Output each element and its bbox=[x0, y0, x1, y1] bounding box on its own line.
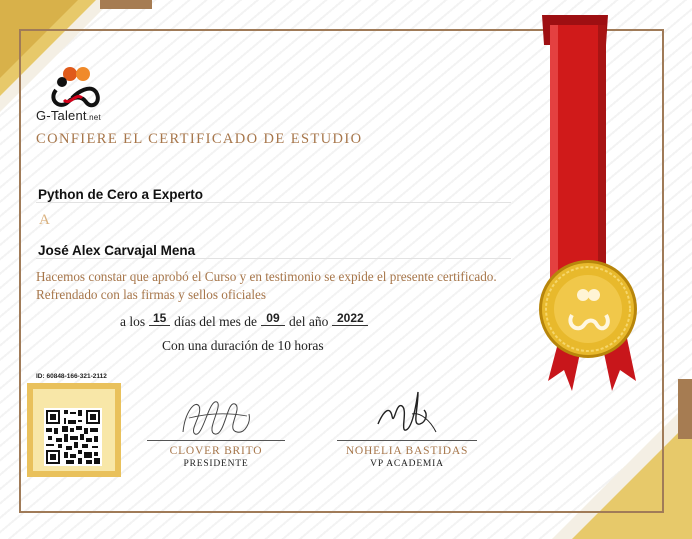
signature-scribble-1 bbox=[175, 392, 255, 442]
date-year: 2022 bbox=[332, 311, 368, 326]
date-prefix: a los bbox=[120, 314, 146, 329]
signature-block-president bbox=[147, 440, 285, 469]
date-year-text: del año bbox=[288, 314, 329, 329]
signer-name: NOHELIA BASTIDAS bbox=[345, 445, 469, 457]
signer-name: CLOVER BRITO bbox=[169, 445, 263, 457]
award-ribbon-medal-icon bbox=[536, 15, 646, 400]
date-line bbox=[120, 311, 372, 330]
divider bbox=[36, 202, 511, 203]
date-day: 15 bbox=[149, 311, 170, 326]
signature-scribble-2 bbox=[372, 380, 442, 442]
signer-role: VP ACADEMIA bbox=[370, 459, 444, 469]
course-duration: Con una duración de 10 horas bbox=[162, 338, 324, 353]
date-month: 09 bbox=[261, 311, 285, 326]
certificate-heading: CONFIERE EL CERTIFICADO DE ESTUDIO bbox=[36, 131, 363, 147]
connector-text: A bbox=[39, 212, 50, 228]
course-name: Python de Cero a Experto bbox=[38, 187, 204, 202]
top-accent-bar bbox=[100, 0, 152, 9]
student-name: José Alex Carvajal Mena bbox=[38, 243, 196, 258]
qr-code-frame bbox=[27, 383, 121, 477]
certificate-id: ID: 60848-166-321-2112 bbox=[36, 373, 107, 380]
date-days-text: días del mes de bbox=[174, 314, 257, 329]
signature-block-vp bbox=[337, 440, 477, 469]
signature-line bbox=[337, 440, 477, 441]
signer-role: PRESIDENTE bbox=[183, 459, 249, 469]
brand-wordmark: G-Talent.net bbox=[36, 108, 101, 123]
divider bbox=[36, 258, 511, 259]
certificate-statement: Hacemos constar que aprobó el Curso y en testimonio se expide el presente certificado. Refrendado con las firmas y sellos oficiales bbox=[36, 269, 497, 302]
signature-line bbox=[147, 440, 285, 441]
qr-code-icon[interactable] bbox=[44, 408, 102, 466]
